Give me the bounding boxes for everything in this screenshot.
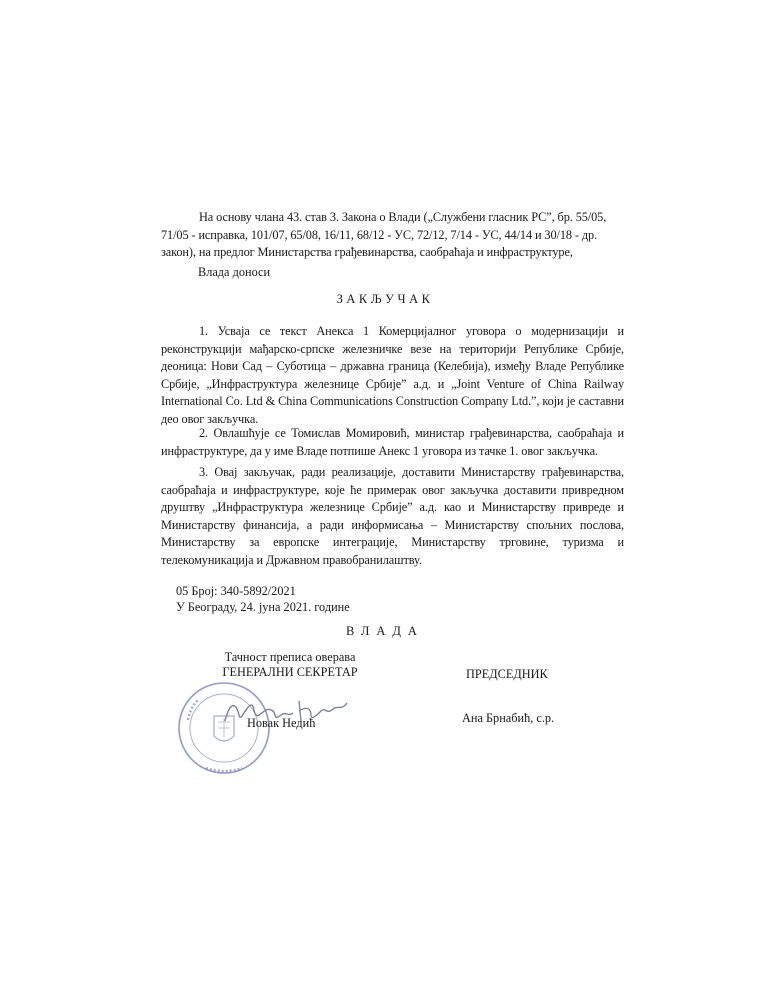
secretary-name: Новак Недић xyxy=(247,716,316,730)
paragraph-1: 1. Усваја се текст Анекса 1 Комерцијалног уговора о модернизацији и реконструкцији мађарско-српске железничке везе на територији Републике Србије, деоница: Нови Сад – Суботица – државна граница (Келебија), између Владе Републике Србије, „Инфраструктура железнице Србије” а.д. и „Joint Venture of China Railway International Co. Ltd & China Communications Construction Company Ltd.”, који је саставни део овог закључка. xyxy=(161,324,624,426)
president-title: ПРЕДСЕДНИК xyxy=(466,667,548,681)
intro-line: закон), на предлог Министарства грађевинарства, саобраћаја и инфраструктуре, xyxy=(161,245,573,259)
document-title: ЗАКЉУЧАК xyxy=(336,292,434,306)
reference-number: 05 Број: 340-5892/2021 xyxy=(176,584,296,598)
intro-line: На основу члана 43. став 3. Закона о Влади („Службени гласник РС”, бр. 55/05, xyxy=(199,210,607,224)
paragraph-2: 2. Овлашћује се Томислав Момировић, министар грађевинарства, саобраћаја и инфраструктуре, да у име Владе потпише Анекс 1 уговора из тачке 1. овог закључка. xyxy=(161,426,624,458)
left-signatory-block xyxy=(200,650,380,680)
reference-place-date: У Београду, 24. јуна 2021. године xyxy=(176,600,350,614)
reference-block xyxy=(176,583,350,615)
intro-paragraph xyxy=(161,209,624,262)
paragraph-3: 3. Овај закључак, ради реализације, доставити Министарству грађевинарства, саобраћаја и инфраструктуре, које ће примерак овог закључка доставити привредном друштву „Инфраструктура железнице Србије” а.д. као и Министарству привреде и Министарству финансија, а ради информисања – Министарству спољних послова, Министарству за европске интеграције, Министарству трговине, туризма и телекомуникација и Државном правобранилаштву. xyxy=(161,465,624,567)
government-adopts-text: Влада доноси xyxy=(198,265,271,279)
secretary-title: ГЕНЕРАЛНИ СЕКРЕТАР xyxy=(222,665,358,679)
certification-text: Тачност преписа оверава xyxy=(224,650,356,664)
president-name: Ана Брнабић, с.р. xyxy=(462,711,555,725)
intro-line: 71/05 - исправка, 101/07, 65/08, 16/11, 68/12 - УС, 72/12, 7/14 - УС, 44/14 и 30/18 - др. xyxy=(161,227,598,242)
government-heading: ВЛАДА xyxy=(346,624,424,638)
